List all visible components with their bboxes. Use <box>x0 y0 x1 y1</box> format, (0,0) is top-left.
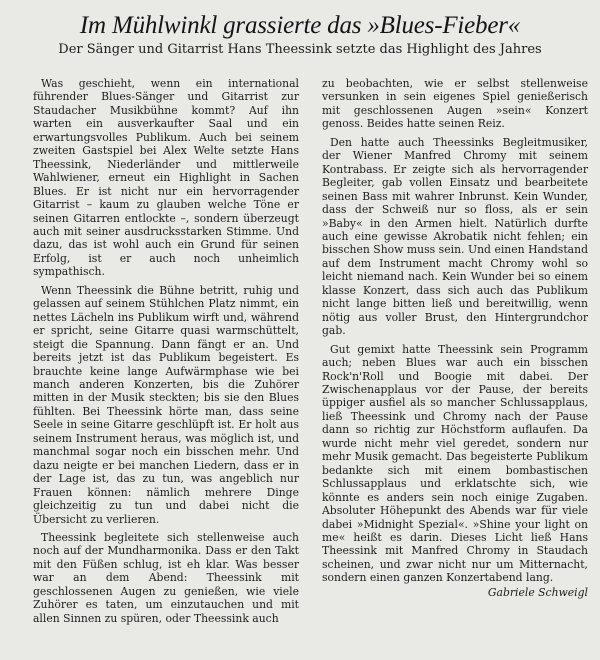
article-column-right <box>322 77 588 657</box>
article-subhead: Der Sänger und Gitarrist Hans Theessink setzte das Highlight des Jahres <box>58 42 542 57</box>
article-body <box>33 77 588 657</box>
article-headline: Im Mühlwinkl grassierte das »Blues-Fieber« <box>79 12 521 39</box>
article-column-left <box>33 77 299 657</box>
paragraph: Gut gemixt hatte Theessink sein Programm auch; neben Blues war auch ein bisschen Rock'n'Roll und Boogie mit dabei. Der Zwischenapplaus vor der Pause, der bereits üppiger ausfiel als so mancher Schlussapplaus, ließ Theessink und Chromy nach der Pause dann so richtig zur Höchstform auflaufen. Da wurde nicht mehr viel geredet, sondern nur mehr Musik gemacht. Das begeisterte Publikum bedankte sich mit einem bombastischen Schlussapplaus und erklatschte sich, wie könnte es anders sein noch einige Zugaben. Absoluter Höhepunkt des Abends war für viele dabei »Midnight Spezial«. »Shine your light on me« heißt es darin. Dieses Licht ließ Hans Theessink mit Manfred Chromy in Staudach scheinen, und zwar nicht nur um Mitternacht, sondern einen ganzen Konzertabend lang. <box>322 342 588 585</box>
article-author: Gabriele Schweigl <box>487 585 588 599</box>
paragraph: zu beobachten, wie er selbst stellenweise versunken in sein eigenes Spiel genießerisch mit geschlossenen Augen »sein« Konzert genoss. Beides hatte seinen Reiz. <box>322 77 588 131</box>
paragraph: Den hatte auch Theessinks Begleitmusiker, der Wiener Manfred Chromy mit seinem Kontrabass. Er zeigte sich als hervorragender Begleiter, gab vollen Einsatz und bearbeitete seinen Bass mit wahrer Inbrunst. Kein Wunder, dass der Schweiß nur so floss, als er sein »Baby« in den Armen hielt. Natürlich durfte auch eine gewisse Akrobatik nicht fehlen; ein bisschen Show muss sein. Und einen Handstand auf dem Instrument macht Chromy wohl so leicht niemand nach. Kein Wunder bei so einem klasse Konzert, dass sich auch das Publikum nicht lange bitten ließ und bereitwillig, wenn nötig aus voller Brust, den Hintergrundchor gab. <box>322 135 588 338</box>
paragraph: Theessink begleitete sich stellenweise auch noch auf der Mundharmonika. Dass er den Takt mit den Füßen schlug, ist eh klar. Was besser war an dem Abend: Theessink mit geschlossenen Augen zu genießen, wie viele Zuhörer es taten, um einzutauchen und mit allen Sinnen zu spüren, oder Theessink auch <box>33 530 299 625</box>
paragraph: Wenn Theessink die Bühne betritt, ruhig und gelassen auf seinem Stühlchen Platz nimmt, ein nettes Lächeln ins Publikum wirft und, während er spricht, seine Gitarre quasi warmschüttelt, steigt die Spannung. Dann fängt er an. Und bereits jetzt ist das Publikum begeistert. Es brauchte keine lange Aufwärmphase wie bei manch anderen Konzerten, bis die Zuhörer mitten in der Musik steckten; bis sie den Blues fühlten. Bei Theessink hörte man, dass seine Seele in seine Gitarre geschlüpft ist. Er holt aus seinem Instrument heraus, was möglich ist, und manchmal sogar noch ein bisschen mehr. Und dazu neigte er bei manchen Liedern, dass er in der Lage ist, das zu tun, was angeblich nur Frauen können: nämlich mehrere Dinge gleichzeitig zu tun und dabei nicht die Übersicht zu verlieren. <box>33 283 299 526</box>
paragraph: Was geschieht, wenn ein international führender Blues-Sänger und Gitarrist zur Staudacher Musikbühne kommt? Auf ihn warten ein ausverkaufter Saal und ein erwartungsvolles Publikum. Auch bei seinem zweiten Gastspiel bei Alex Welte setzte Hans Theessink, Niederländer und mittlerweile Wahlwiener, erneut ein Highlight in Sachen Blues. Er ist nicht nur ein hervorragender Gitarrist – kaum zu glauben welche Töne er seinen Gitarren entlockte –, sondern überzeugt auch mit seiner ausdrucksstarken Stimme. Und dazu, das ist wohl auch ein Grund für seinen Erfolg, ist er auch noch unheimlich sympathisch. <box>33 77 299 279</box>
